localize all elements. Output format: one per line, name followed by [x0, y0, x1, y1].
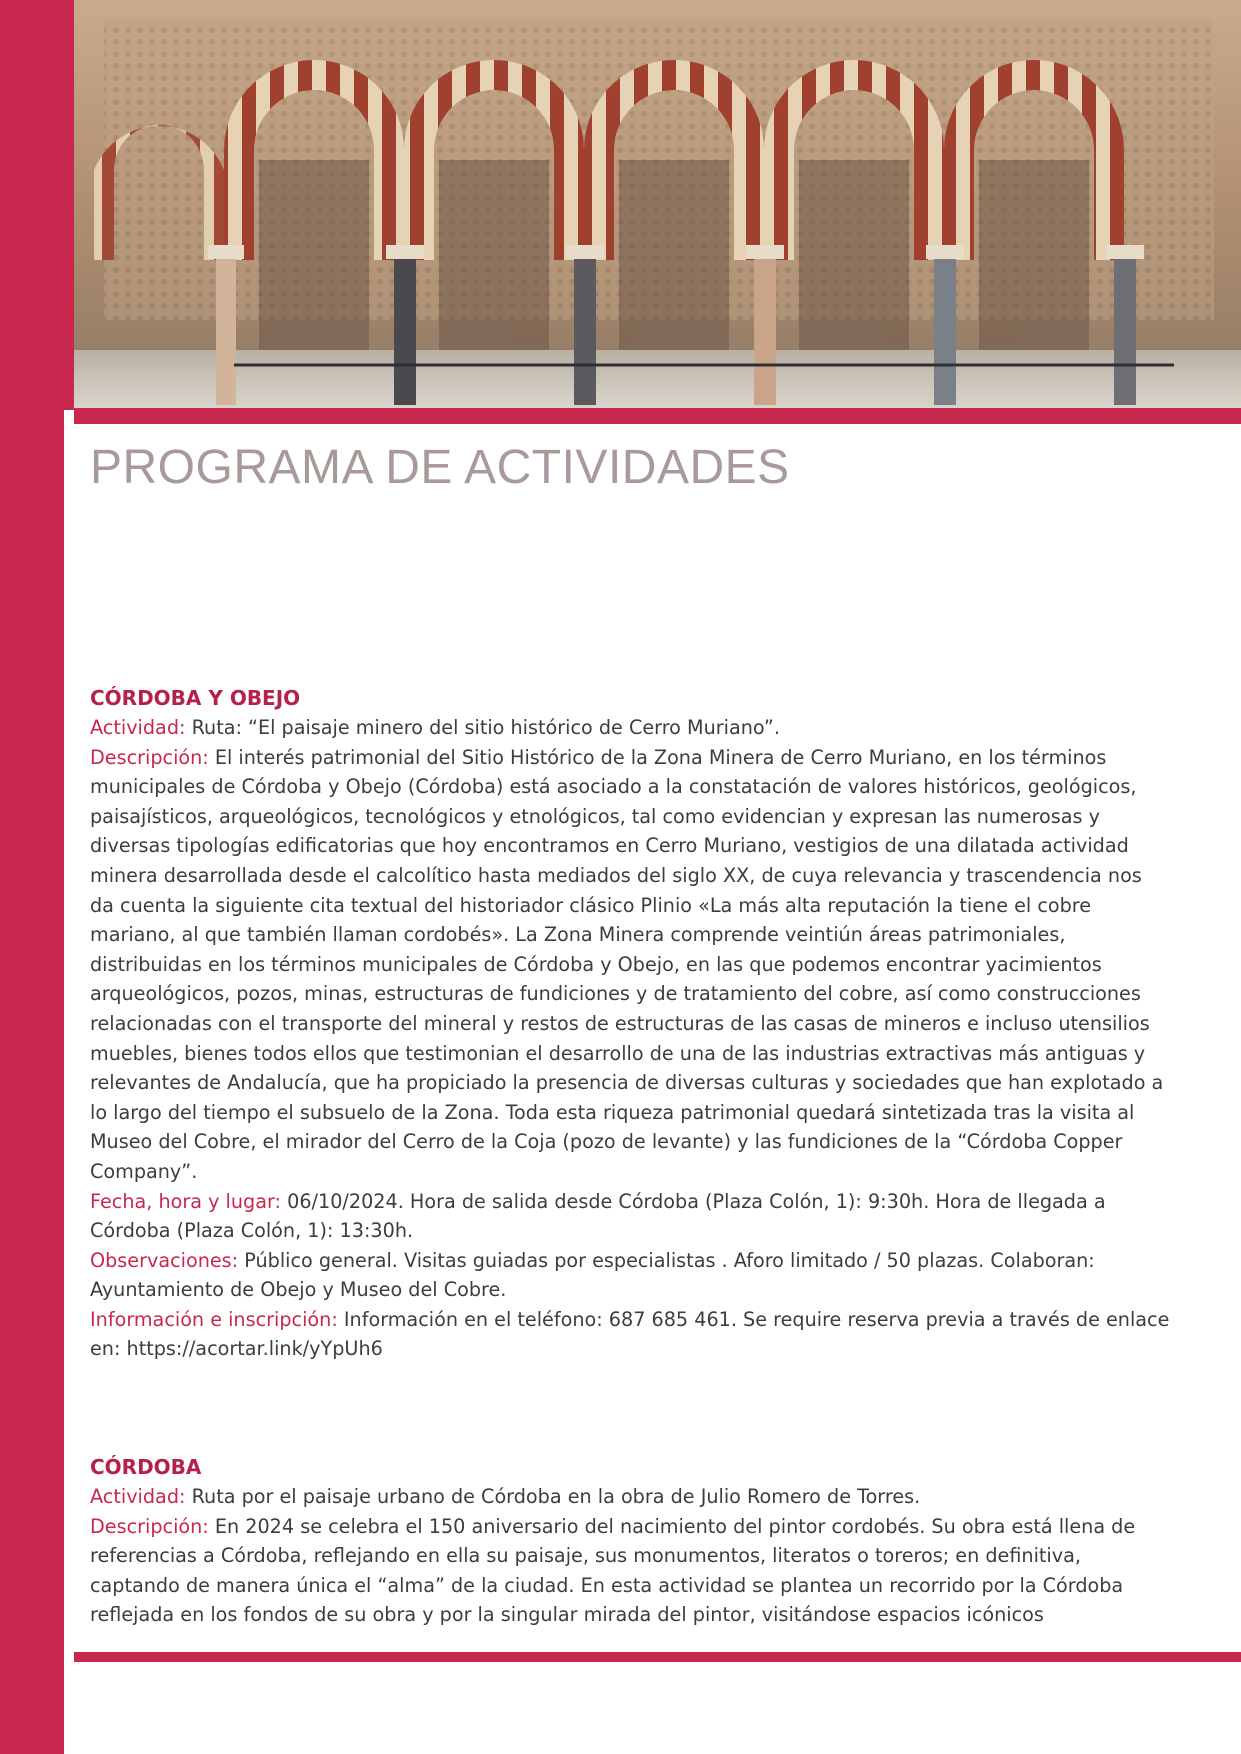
activity-section-cordoba-obejo [90, 683, 1170, 1364]
field-descripcion [90, 1512, 1170, 1630]
field-value: Público general. Visitas guiadas por especialistas . Aforo limitado / 50 plazas. Colaboran: Ayuntamiento de Obejo y Museo del Cobre. [90, 1248, 1095, 1302]
section-heading: CÓRDOBA Y OBEJO [90, 686, 301, 710]
left-accent-bar [0, 0, 74, 1754]
field-value: Ruta: “El paisaje minero del sitio histórico de Cerro Muriano”. [185, 716, 780, 739]
header-photo-arches [74, 0, 1241, 408]
footer-divider-band [74, 1652, 1241, 1662]
field-label: Descripción: [90, 1514, 209, 1538]
field-label: Información e inscripción: [90, 1307, 338, 1331]
field-label: Descripción: [90, 745, 209, 769]
field-informacion [90, 1305, 1170, 1364]
field-value: El interés patrimonial del Sitio Histórico de la Zona Minera de Cerro Muriano, en los términos municipales de Córdoba y Obejo (Córdoba) está asociado a la constatación de valores históricos, geológicos, paisajísticos, arqueológicos, tecnológicos y etnológicos, tal como evidencian y expresan las numerosas y diversas tipologías edificatorias que hoy encontramos en Cerro Muriano, vestigios de una dilatada actividad minera desarrollada desde el calcolítico hasta mediados del siglo XX, de cuya relevancia y trascendencia nos da cuenta la siguiente cita textual del historiador clásico Plinio «La más alta reputación la tiene el cobre mariano, al que también llaman cordobés». La Zona Minera comprende veintiún áreas patrimoniales, distribuidas en los términos municipales de Córdoba y Obejo, en las que podemos encontrar yacimientos arqueológicos, pozos, minas, estructuras de fundiciones y de tratamiento del cobre, así como construcciones relacionadas con el transporte del mineral y restos de estructuras de las casas de mineros e incluso utensilios muebles, bienes todos ellos que testimonian el desarrollo de una de las industrias extractivas más antiguas y relevantes de Andalucía, que ha propiciado la presencia de diversas culturas y sociedades que han explotado a lo largo del tiempo el subsuelo de la Zona. Toda esta riqueza patrimonial quedará sintetizada tras la visita al Museo del Cobre, el mirador del Cerro de la Coja (pozo de levante) y las fundiciones de la “Córdoba Copper Company”. [90, 745, 1164, 1183]
section-heading: CÓRDOBA [90, 1455, 202, 1480]
activity-section-cordoba [90, 1452, 1170, 1630]
field-label: Fecha, hora y lugar: [90, 1189, 282, 1213]
left-bar-divider [64, 410, 74, 1754]
field-value: 06/10/2024. Hora de salida desde Córdoba (Plaza Colón, 1): 9:30h. Hora de llegada a Córdoba (Plaza Colón, 1): 13:30h. [90, 1189, 1106, 1243]
section-spacer [90, 1364, 1170, 1452]
field-actividad [90, 713, 1170, 743]
field-label: Observaciones: [90, 1248, 239, 1272]
field-actividad [90, 1482, 1170, 1512]
field-descripcion [90, 743, 1170, 1187]
header-divider-band [74, 408, 1241, 424]
field-value: Ruta por el paisaje urbano de Córdoba en la obra de Julio Romero de Torres. [185, 1485, 921, 1509]
field-value: Información en el teléfono: 687 685 461. Se require reserva previa a través de enlace en: https://acortar.link/yYpUh6 [90, 1307, 1170, 1361]
field-label: Actividad: [90, 716, 186, 739]
field-observaciones [90, 1246, 1170, 1305]
activities-content [90, 683, 1170, 1630]
field-fecha [90, 1187, 1170, 1246]
page-title: PROGRAMA DE ACTIVIDADES [90, 441, 790, 494]
field-value: En 2024 se celebra el 150 aniversario del nacimiento del pintor cordobés. Su obra está llena de referencias a Córdoba, reflejando en ella su paisaje, sus monumentos, literatos o toreros; en definitiva, captando de manera única el “alma” de la ciudad. En esta actividad se plantea un recorrido por la Córdoba reflejada en los fondos de su obra y por la singular mirada del pintor, visitándose espacios icónicos [90, 1514, 1136, 1627]
field-label: Actividad: [90, 1485, 186, 1509]
